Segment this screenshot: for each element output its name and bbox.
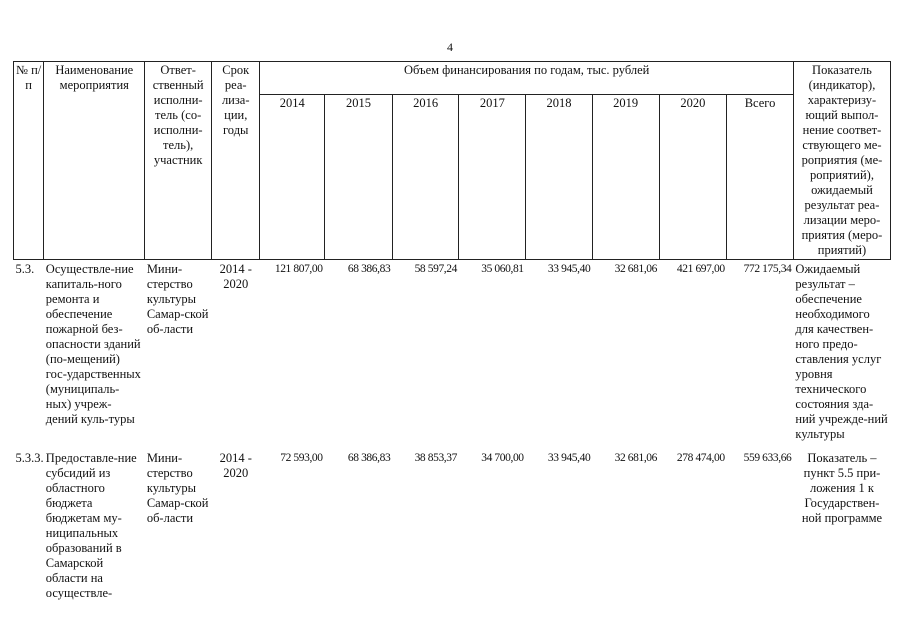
row-value-2018: 33 945,40	[547, 452, 591, 464]
header-term: Срок реа-лиза-ции, годы	[211, 62, 259, 260]
row-value-total: 559 633,66	[743, 452, 792, 464]
row-name: Предоставле-ние субсидий из областного бюджета бюджетам му-ниципальных образований в Самарской области на осуществле-	[45, 451, 137, 600]
header-year-2016: 2016	[392, 95, 459, 260]
row-value-2014: 72 593,00	[280, 452, 323, 464]
row-value-2015: 68 386,83	[347, 452, 391, 464]
header-executor: Ответ-ственный исполни-тель (со-исполни-тель), участник	[145, 62, 212, 260]
row-value-total: 772 175,34	[743, 263, 792, 275]
row-value-2019: 32 681,06	[614, 263, 657, 275]
row-indicator: Показатель – пункт 5.5 при-ложения 1 к Государствен-ной программе	[801, 451, 883, 525]
row-value-2019: 32 681,06	[614, 452, 657, 464]
row-term: 2014 - 2020	[219, 262, 252, 291]
row-indicator: Ожидаемый результат – обеспечение необходимого для качествен-ного предо-ставления услуг уровня технического состояния зда-ний учрежде-ний культуры	[795, 262, 888, 441]
row-value-2015: 68 386,83	[347, 263, 391, 275]
row-value-2020: 421 697,00	[676, 263, 725, 275]
row-term: 2014 - 2020	[219, 451, 252, 480]
header-name: Наименование мероприятия	[44, 62, 145, 260]
header-year-2017: 2017	[459, 95, 526, 260]
row-executor: Мини-стерство культуры Самар-ской об-ласти	[146, 262, 209, 336]
header-total: Всего	[727, 95, 794, 260]
header-year-2014: 2014	[260, 95, 325, 260]
header-year-2015: 2015	[325, 95, 393, 260]
table-row	[14, 260, 891, 444]
row-value-2014: 121 807,00	[274, 263, 323, 275]
header-indicator: Показатель (индикатор), характеризу-ющий выпол-нение соответ-ствующего ме-роприятия (ме-роприятий), ожидаемый результат реа-лизации меро-приятия (меро-приятий)	[793, 62, 890, 260]
table-row	[14, 443, 891, 602]
header-year-2020: 2020	[659, 95, 727, 260]
header-financing: Объем финансирования по годам, тыс. рублей	[260, 62, 793, 95]
row-value-2016: 38 853,37	[414, 452, 457, 464]
row-value-2017: 35 060,81	[481, 263, 524, 275]
header-row	[14, 62, 891, 95]
header-year-2019: 2019	[592, 95, 659, 260]
row-name: Осуществле-ние капиталь-ного ремонта и обеспечение пожарной без-опасности зданий (по-мещений) гос-ударственных (муниципаль-ных) учреж-дений куль-туры	[45, 262, 141, 426]
row-num: 5.3.3.	[15, 451, 44, 465]
row-value-2016: 58 597,24	[414, 263, 457, 275]
financing-table	[13, 61, 891, 602]
header-num: № п/п	[14, 62, 44, 260]
row-executor: Мини-стерство культуры Самар-ской об-ласти	[146, 451, 209, 525]
row-value-2020: 278 474,00	[676, 452, 725, 464]
header-year-2018: 2018	[526, 95, 593, 260]
row-num: 5.3.	[15, 262, 35, 276]
row-value-2018: 33 945,40	[547, 263, 591, 275]
page-number: 4	[447, 40, 453, 54]
row-value-2017: 34 700,00	[481, 452, 524, 464]
